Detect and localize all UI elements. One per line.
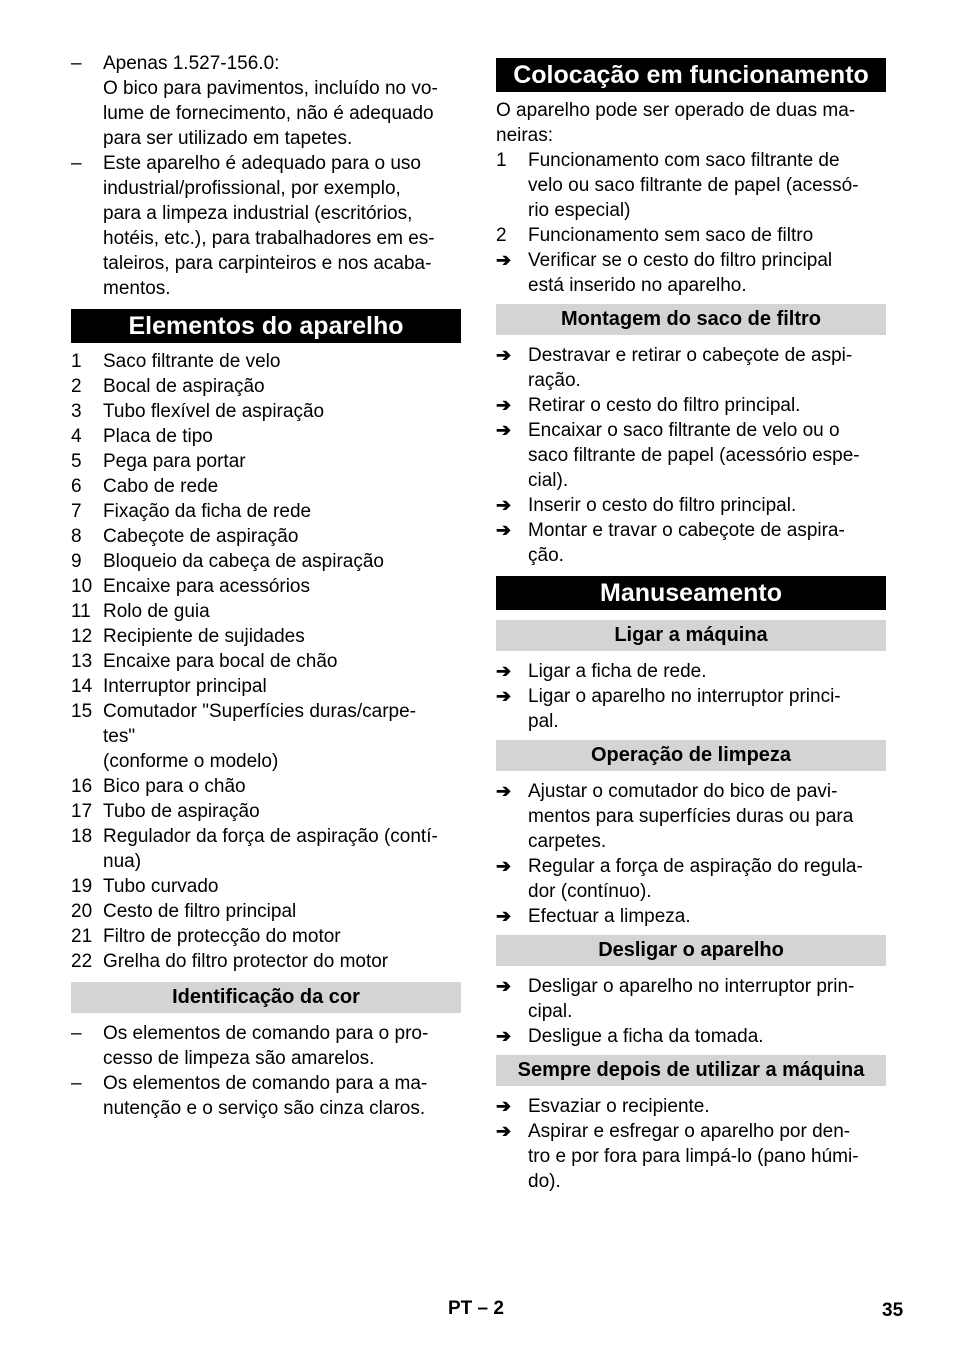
subsection-heading-switch-off: Desligar o aparelho [496,935,886,966]
section-heading-elements: Elementos do aparelho [71,309,461,343]
arrow-right-icon: ➔ [496,781,512,801]
text-line: Ligar a ficha de rede. [528,661,707,682]
item-text [528,904,886,929]
list-item [71,949,461,974]
text-line: rio especial) [528,200,631,221]
item-text [528,1024,886,1049]
text-line: Verificar se o cesto do filtro principal [528,250,833,271]
item-number: 14 [71,676,93,697]
item-number: 19 [71,876,93,897]
after-use-list [496,1094,886,1194]
list-item [71,499,461,524]
text-line: Bloqueio da cabeça de aspiração [103,551,384,572]
item-text [103,824,461,874]
text-line: do). [528,1171,561,1192]
list-item [71,374,461,399]
item-text [528,659,886,684]
list-item [496,493,886,518]
text-line: Saco filtrante de velo [103,351,281,372]
text-line: hotéis, etc.), para trabalhadores em es- [103,228,435,249]
item-number: 21 [71,926,93,947]
item-number: 13 [71,651,93,672]
text-line: Os elementos de comando para o pro- [103,1023,429,1044]
text-line: Grelha do filtro protector do motor [103,951,389,972]
subsection-heading-cleaning: Operação de limpeza [496,740,886,771]
text-line: mentos para superfícies duras ou para [528,806,854,827]
arrow-right-icon: ➔ [496,495,512,515]
list-item [496,518,886,568]
arrow-right-icon: ➔ [496,906,512,926]
arrow-right-icon: ➔ [496,420,512,440]
text-line: Funcionamento sem saco de filtro [528,225,814,246]
item-text [103,399,461,424]
item-text [103,549,461,574]
text-line: Encaixe para acessórios [103,576,310,597]
list-item [71,549,461,574]
item-number: 5 [71,451,82,472]
item-text [103,424,461,449]
list-item [71,824,461,874]
section-heading-startup: Colocação em funcionamento [496,58,886,92]
item-text [528,393,886,418]
list-item [71,349,461,374]
list-item [496,393,886,418]
item-text [103,449,461,474]
item-number: 2 [71,376,82,397]
list-item [71,399,461,424]
text-line: Esvaziar o recipiente. [528,1096,710,1117]
list-item [496,779,886,854]
subsection-heading-after-use: Sempre depois de utilizar a máquina [496,1055,886,1086]
item-text [103,774,461,799]
text-line: nutenção e o serviço são cinza claros. [103,1098,426,1119]
list-item [71,51,461,151]
section-heading-operation: Manuseamento [496,576,886,610]
text-line: para ser utilizado em tapetes. [103,128,353,149]
subsection-heading-switch-on: Ligar a máquina [496,620,886,651]
list-item [71,874,461,899]
item-text [528,248,886,298]
item-text [103,51,461,151]
item-number: 11 [71,601,91,622]
text-line: Regular a força de aspiração do regula- [528,856,863,877]
text-line: velo ou saco filtrante de papel (acessó- [528,175,859,196]
list-item [71,899,461,924]
text-line: Os elementos de comando para a ma- [103,1073,428,1094]
text-line: Encaixar o saco filtrante de velo ou o [528,420,840,441]
text-line: Ligar o aparelho no interruptor princi- [528,686,841,707]
item-text [103,899,461,924]
list-item [71,574,461,599]
item-text [528,974,886,1024]
item-text [528,684,886,734]
text-line: Efectuar a limpeza. [528,906,691,927]
text-line: industrial/profissional, por exemplo, [103,178,401,199]
arrow-right-icon: ➔ [496,661,512,681]
startup-intro [496,98,886,148]
intro-list [71,51,461,301]
text-line: Bocal de aspiração [103,376,265,397]
item-text [103,699,461,774]
text-line: Tubo de aspiração [103,801,260,822]
item-number: 15 [71,701,93,722]
footer-page-number: 35 [882,1300,904,1321]
item-number: 10 [71,576,93,597]
list-item [71,151,461,301]
list-item [71,449,461,474]
item-text [103,524,461,549]
list-item [71,774,461,799]
text-line: Interruptor principal [103,676,267,697]
list-item [71,674,461,699]
item-text [103,924,461,949]
text-line: (conforme o modelo) [103,751,279,772]
list-item [496,684,886,734]
item-text [103,574,461,599]
text-line: Bico para o chão [103,776,246,797]
subsection-heading-filter-bag: Montagem do saco de filtro [496,304,886,335]
item-text [528,1119,886,1194]
text-line: Encaixe para bocal de chão [103,651,338,672]
arrow-right-icon: ➔ [496,856,512,876]
list-item [496,904,886,929]
arrow-right-icon: ➔ [496,686,512,706]
text-line: lume de fornecimento, não é adequado [103,103,434,124]
item-number: 16 [71,776,93,797]
list-item [496,248,886,298]
item-text [528,854,886,904]
item-text [528,148,886,223]
text-line: Cabeçote de aspiração [103,526,299,547]
subsection-heading-color-id: Identificação da cor [71,982,461,1013]
item-text [103,499,461,524]
text-line: tes" [103,726,136,747]
dash-bullet: – [71,1023,82,1044]
text-line: Este aparelho é adequado para o uso [103,153,421,174]
item-number: 7 [71,501,82,522]
arrow-right-icon: ➔ [496,976,512,996]
list-item [496,974,886,1024]
footer-language-page: PT – 2 [448,1298,504,1319]
cleaning-list [496,779,886,929]
item-text [103,674,461,699]
item-number: 4 [71,426,82,447]
list-item [71,1021,461,1071]
item-number: 9 [71,551,82,572]
list-item [496,223,886,248]
item-text [103,1021,461,1071]
text-line: Ajustar o comutador do bico de pavi- [528,781,838,802]
item-text [528,518,886,568]
item-text [528,418,886,493]
list-item [496,1094,886,1119]
text-line: Pega para portar [103,451,246,472]
text-line: cial). [528,470,569,491]
text-line: carpetes. [528,831,607,852]
list-item [496,418,886,493]
item-number: 6 [71,476,82,497]
arrow-right-icon: ➔ [496,1121,512,1141]
text-line: taleiros, para carpinteiros e nos acaba- [103,253,432,274]
text-line: ração. [528,370,581,391]
list-item [496,854,886,904]
item-number: 3 [71,401,82,422]
text-line: Inserir o cesto do filtro principal. [528,495,797,516]
item-text [528,343,886,393]
text-line: Cesto de filtro principal [103,901,297,922]
text-line: pal. [528,711,559,732]
list-item [71,424,461,449]
list-item [71,1071,461,1121]
text-line: Recipiente de sujidades [103,626,305,647]
text-line: Apenas 1.527-156.0: [103,53,280,74]
text-line: cipal. [528,1001,573,1022]
list-item [496,1024,886,1049]
text-line: Filtro de protecção do motor [103,926,341,947]
item-number: 8 [71,526,82,547]
text-line: O aparelho pode ser operado de duas ma- [496,100,856,121]
item-text [103,599,461,624]
item-text [103,874,461,899]
dash-bullet: – [71,1073,82,1094]
text-line: Fixação da ficha de rede [103,501,312,522]
text-line: Rolo de guia [103,601,210,622]
item-text [103,151,461,301]
text-line: cesso de limpeza são amarelos. [103,1048,375,1069]
text-line: Retirar o cesto do filtro principal. [528,395,801,416]
dash-bullet: – [71,153,82,174]
item-text [103,624,461,649]
list-item [71,474,461,499]
text-line: neiras: [496,125,554,146]
list-item [71,599,461,624]
item-number: 1 [71,351,82,372]
arrow-right-icon: ➔ [496,520,512,540]
arrow-right-icon: ➔ [496,395,512,415]
text-line: Placa de tipo [103,426,213,447]
item-text [528,223,886,248]
text-line: Regulador da força de aspiração (contí- [103,826,438,847]
item-text [103,349,461,374]
list-item [71,524,461,549]
arrow-right-icon: ➔ [496,250,512,270]
elements-list [71,349,461,974]
list-item [496,1119,886,1194]
list-item [496,659,886,684]
item-number: 22 [71,951,93,972]
switch-off-list [496,974,886,1049]
dash-bullet: – [71,53,82,74]
text-line: ção. [528,545,564,566]
list-item [71,699,461,774]
item-number: 18 [71,826,93,847]
arrow-right-icon: ➔ [496,1096,512,1116]
text-line: nua) [103,851,142,872]
item-number: 12 [71,626,93,647]
text-line: Comutador "Superfícies duras/carpe- [103,701,416,722]
item-text [103,649,461,674]
text-line: dor (contínuo). [528,881,652,902]
item-text [103,374,461,399]
text-line: para a limpeza industrial (escritórios, [103,203,413,224]
arrow-right-icon: ➔ [496,345,512,365]
item-text [103,474,461,499]
list-item [71,924,461,949]
list-item [71,649,461,674]
item-number: 2 [496,225,507,246]
item-text [528,493,886,518]
item-number: 17 [71,801,93,822]
left-column [71,51,461,1121]
filter-bag-list [496,343,886,568]
item-text [103,949,461,974]
text-line: está inserido no aparelho. [528,275,747,296]
text-line: Funcionamento com saco filtrante de [528,150,840,171]
text-line: Montar e travar o cabeçote de aspira- [528,520,845,541]
text-line: Desligar o aparelho no interruptor prin- [528,976,855,997]
text-line: Destravar e retirar o cabeçote de aspi- [528,345,853,366]
item-text [103,799,461,824]
color-id-list [71,1021,461,1121]
text-line: Desligue a ficha da tomada. [528,1026,764,1047]
item-number: 1 [496,150,507,171]
item-number: 20 [71,901,93,922]
text-line: saco filtrante de papel (acessório espe- [528,445,860,466]
arrow-right-icon: ➔ [496,1026,512,1046]
text-line: tro e por fora para limpá-lo (pano húmi- [528,1146,859,1167]
item-text [528,1094,886,1119]
list-item [496,148,886,223]
item-text [103,1071,461,1121]
text-line: O bico para pavimentos, incluído no vo- [103,78,438,99]
text-line: Tubo flexível de aspiração [103,401,325,422]
text-line: Tubo curvado [103,876,219,897]
item-text [528,779,886,854]
list-item [71,624,461,649]
text-line: mentos. [103,278,171,299]
text-line: Aspirar e esfregar o aparelho por den- [528,1121,851,1142]
list-item [496,343,886,393]
startup-list [496,148,886,298]
list-item [71,799,461,824]
switch-on-list [496,659,886,734]
right-column [496,51,886,1194]
text-line: Cabo de rede [103,476,219,497]
